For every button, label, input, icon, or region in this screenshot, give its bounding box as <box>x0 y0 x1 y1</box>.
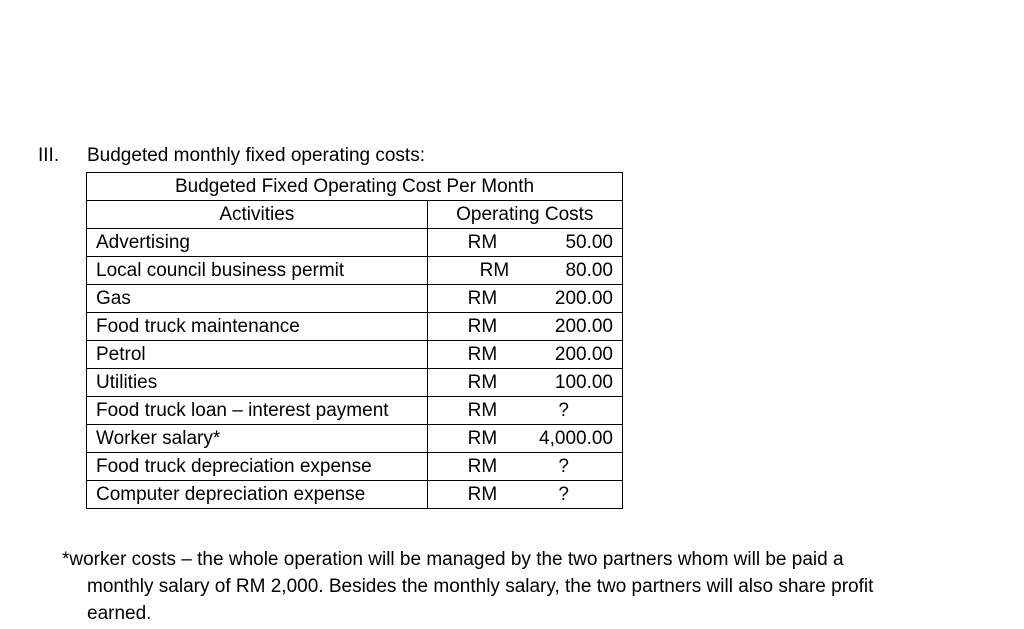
activity-cell: Local council business permit <box>87 257 428 285</box>
cost-cell <box>427 425 622 453</box>
cost-cell <box>427 313 622 341</box>
activity-cell: Utilities <box>87 369 428 397</box>
section-number: III. <box>38 145 60 166</box>
table-row <box>87 369 623 397</box>
activity-cell: Advertising <box>87 229 428 257</box>
amount-value: 200.00 <box>554 344 613 365</box>
table-row <box>87 285 623 313</box>
currency-label: RM <box>467 400 498 421</box>
amount-value: 200.00 <box>554 288 613 309</box>
amount-value: ? <box>558 456 569 477</box>
cost-cell <box>427 397 622 425</box>
cost-cell <box>427 369 622 397</box>
amount-value: ? <box>558 400 569 421</box>
activity-cell: Food truck depreciation expense <box>87 453 428 481</box>
currency-label: RM <box>467 428 498 449</box>
table-row <box>87 229 623 257</box>
currency-label: RM <box>467 232 498 253</box>
table-row <box>87 313 623 341</box>
activity-cell: Computer depreciation expense <box>87 481 428 509</box>
table-row <box>87 257 623 285</box>
table-row <box>87 481 623 509</box>
currency-label: RM <box>479 260 510 281</box>
amount-value: 80.00 <box>565 260 613 281</box>
footnote-line-3: earned. <box>87 603 152 624</box>
section-title: Budgeted monthly fixed operating costs: <box>87 145 425 166</box>
currency-label: RM <box>467 316 498 337</box>
currency-label: RM <box>467 456 498 477</box>
activity-cell: Worker salary* <box>87 425 428 453</box>
amount-value: 100.00 <box>554 372 613 393</box>
table-row <box>87 397 623 425</box>
table-row <box>87 453 623 481</box>
activity-cell: Food truck loan – interest payment <box>87 397 428 425</box>
amount-value: 4,000.00 <box>539 428 613 449</box>
table-row <box>87 425 623 453</box>
column-header-operating-costs: Operating Costs <box>427 201 622 229</box>
cost-cell <box>427 453 622 481</box>
fixed-cost-table <box>86 172 623 509</box>
footnote-line-1: *worker costs – the whole operation will be managed by the two partners whom will be paid a <box>62 549 844 570</box>
table-row <box>87 341 623 369</box>
activity-cell: Food truck maintenance <box>87 313 428 341</box>
amount-value: 200.00 <box>554 316 613 337</box>
activity-cell: Petrol <box>87 341 428 369</box>
table-title: Budgeted Fixed Operating Cost Per Month <box>87 173 623 201</box>
currency-label: RM <box>467 344 498 365</box>
activity-cell: Gas <box>87 285 428 313</box>
footnote <box>62 546 962 627</box>
currency-label: RM <box>467 288 498 309</box>
section-heading <box>38 145 425 167</box>
cost-cell <box>427 341 622 369</box>
cost-cell <box>427 481 622 509</box>
currency-label: RM <box>467 484 498 505</box>
amount-value: ? <box>558 484 569 505</box>
currency-label: RM <box>467 372 498 393</box>
cost-cell <box>427 257 622 285</box>
cost-cell <box>427 285 622 313</box>
column-header-activities: Activities <box>87 201 428 229</box>
amount-value: 50.00 <box>565 232 613 253</box>
footnote-line-2: monthly salary of RM 2,000. Besides the monthly salary, the two partners will also share profit <box>87 576 874 597</box>
cost-cell <box>427 229 622 257</box>
